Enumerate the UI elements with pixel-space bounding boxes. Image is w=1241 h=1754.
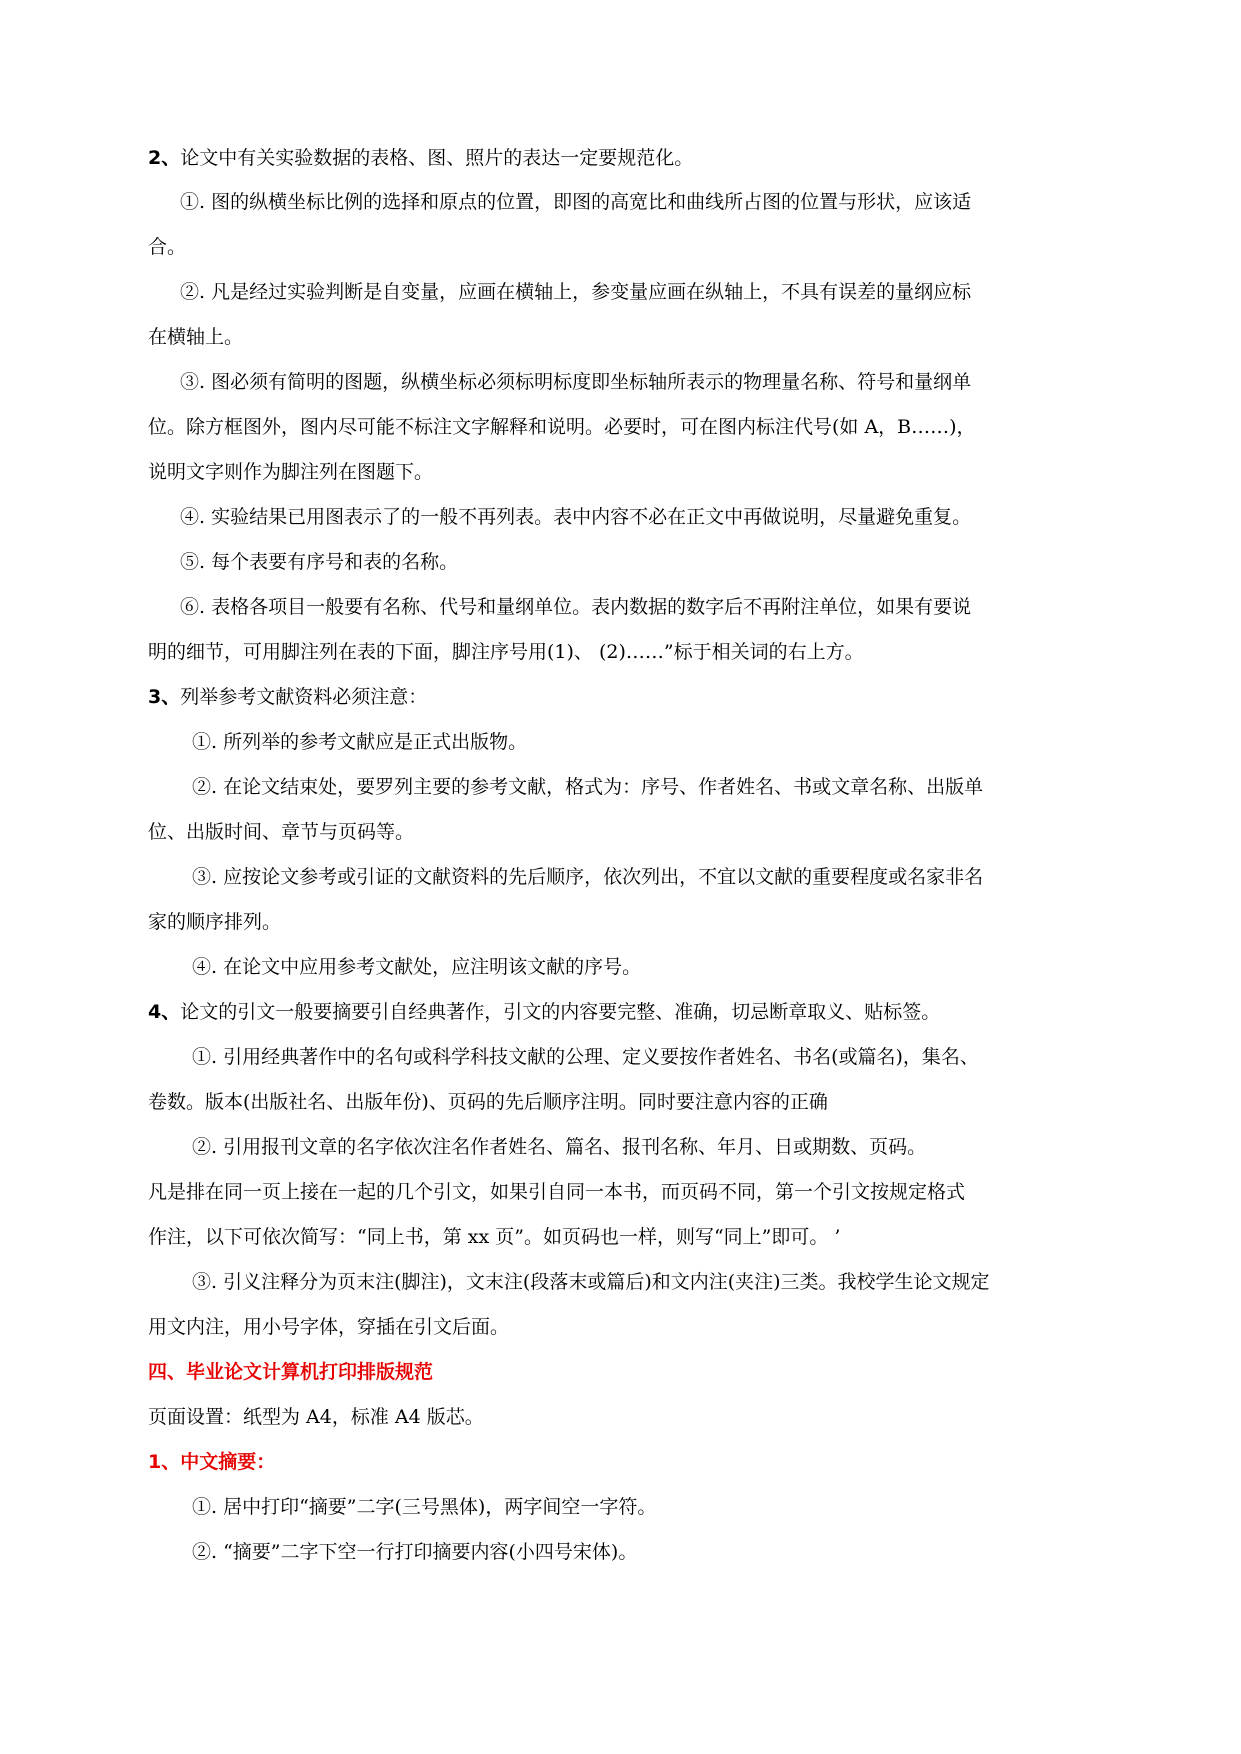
paragraph-line: 在横轴上。	[148, 326, 244, 348]
paragraph-line: 说明文字则作为脚注列在图题下。	[148, 461, 434, 483]
paragraph-line: ②. “摘要”二字下空一行打印摘要内容(小四号宋体)。	[192, 1541, 638, 1563]
paragraph-line: ①. 居中打印“摘要”二字(三号黑体)，两字间空一字符。	[192, 1496, 657, 1518]
section-item-2: 2、论文中有关实验数据的表格、图、照片的表达一定要规范化。	[148, 147, 694, 169]
paragraph-line: ②. 引用报刊文章的名字依次注名作者姓名、篇名、报刊名称、年月、日或期数、页码。	[192, 1136, 927, 1158]
subsection-heading: 1、中文摘要：	[148, 1451, 276, 1473]
paragraph-line: ④. 实验结果已用图表示了的一般不再列表。表中内容不必在正文中再做说明，尽量避免重复。	[180, 506, 972, 528]
paragraph-line: ④. 在论文中应用参考文献处，应注明该文献的序号。	[192, 956, 642, 978]
paragraph-line: ③. 引义注释分为页末注(脚注)，文末注(段落末或篇后)和文内注(夹注)三类。我校学生论文规定	[192, 1271, 990, 1293]
paragraph-line: 卷数。版本(出版社名、出版年份)、页码的先后顺序注明。同时要注意内容的正确	[148, 1091, 828, 1113]
paragraph-line: ⑤. 每个表要有序号和表的名称。	[180, 551, 459, 573]
paragraph-line: 家的顺序排列。	[148, 911, 282, 933]
chapter-heading: 四、毕业论文计算机打印排版规范	[148, 1361, 434, 1383]
section-item-3: 3、列举参考文献资料必须注意：	[148, 686, 428, 708]
paragraph-line: ①. 所列举的参考文献应是正式出版物。	[192, 731, 528, 753]
paragraph-line: ②. 在论文结束处，要罗列主要的参考文献，格式为：序号、作者姓名、书或文章名称、出版单	[192, 776, 984, 798]
paragraph-line: ②. 凡是经过实验判断是自变量，应画在横轴上，参变量应画在纵轴上，不具有误差的量纲应标	[180, 281, 972, 303]
paragraph-line: ③. 图必须有简明的图题，纵横坐标必须标明标度即坐标轴所表示的物理量名称、符号和量纲单	[180, 371, 972, 393]
paragraph-line: ③. 应按论文参考或引证的文献资料的先后顺序，依次列出，不宜以文献的重要程度或名家非名	[192, 866, 984, 888]
paragraph-line: 作注，以下可依次简写：“同上书，第 xx 页”。如页码也一样，则写“同上”即可。 ’	[148, 1226, 841, 1248]
paragraph-line: ①. 引用经典著作中的名句或科学科技文献的公理、定义要按作者姓名、书名(或篇名)，集名、	[192, 1046, 979, 1068]
section-item-4: 4、论文的引文一般要摘要引自经典著作，引文的内容要完整、准确，切忌断章取义、贴标签。	[148, 1001, 941, 1023]
paragraph-line: 合。	[148, 236, 187, 258]
paragraph-line: 位、出版时间、章节与页码等。	[148, 821, 415, 843]
paragraph-line: 明的细节，可用脚注列在表的下面，脚注序号用(1)、 (2)……”标于相关词的右上方。	[148, 641, 864, 663]
paragraph-line: 位。除方框图外，图内尽可能不标注文字解释和说明。必要时，可在图内标注代号(如 A，B……)，	[148, 416, 976, 438]
paragraph-line: 凡是排在同一页上接在一起的几个引文，如果引自同一本书，而页码不同，第一个引文按规定格式	[148, 1181, 966, 1203]
paragraph-line: 页面设置：纸型为 A4，标准 A4 版芯。	[148, 1406, 484, 1428]
paragraph-line: ①. 图的纵横坐标比例的选择和原点的位置，即图的高宽比和曲线所占图的位置与形状，应该适	[180, 191, 972, 213]
paragraph-line: ⑥. 表格各项目一般要有名称、代号和量纲单位。表内数据的数字后不再附注单位，如果有要说	[180, 596, 972, 618]
paragraph-line: 用文内注，用小号字体，穿插在引文后面。	[148, 1316, 510, 1338]
